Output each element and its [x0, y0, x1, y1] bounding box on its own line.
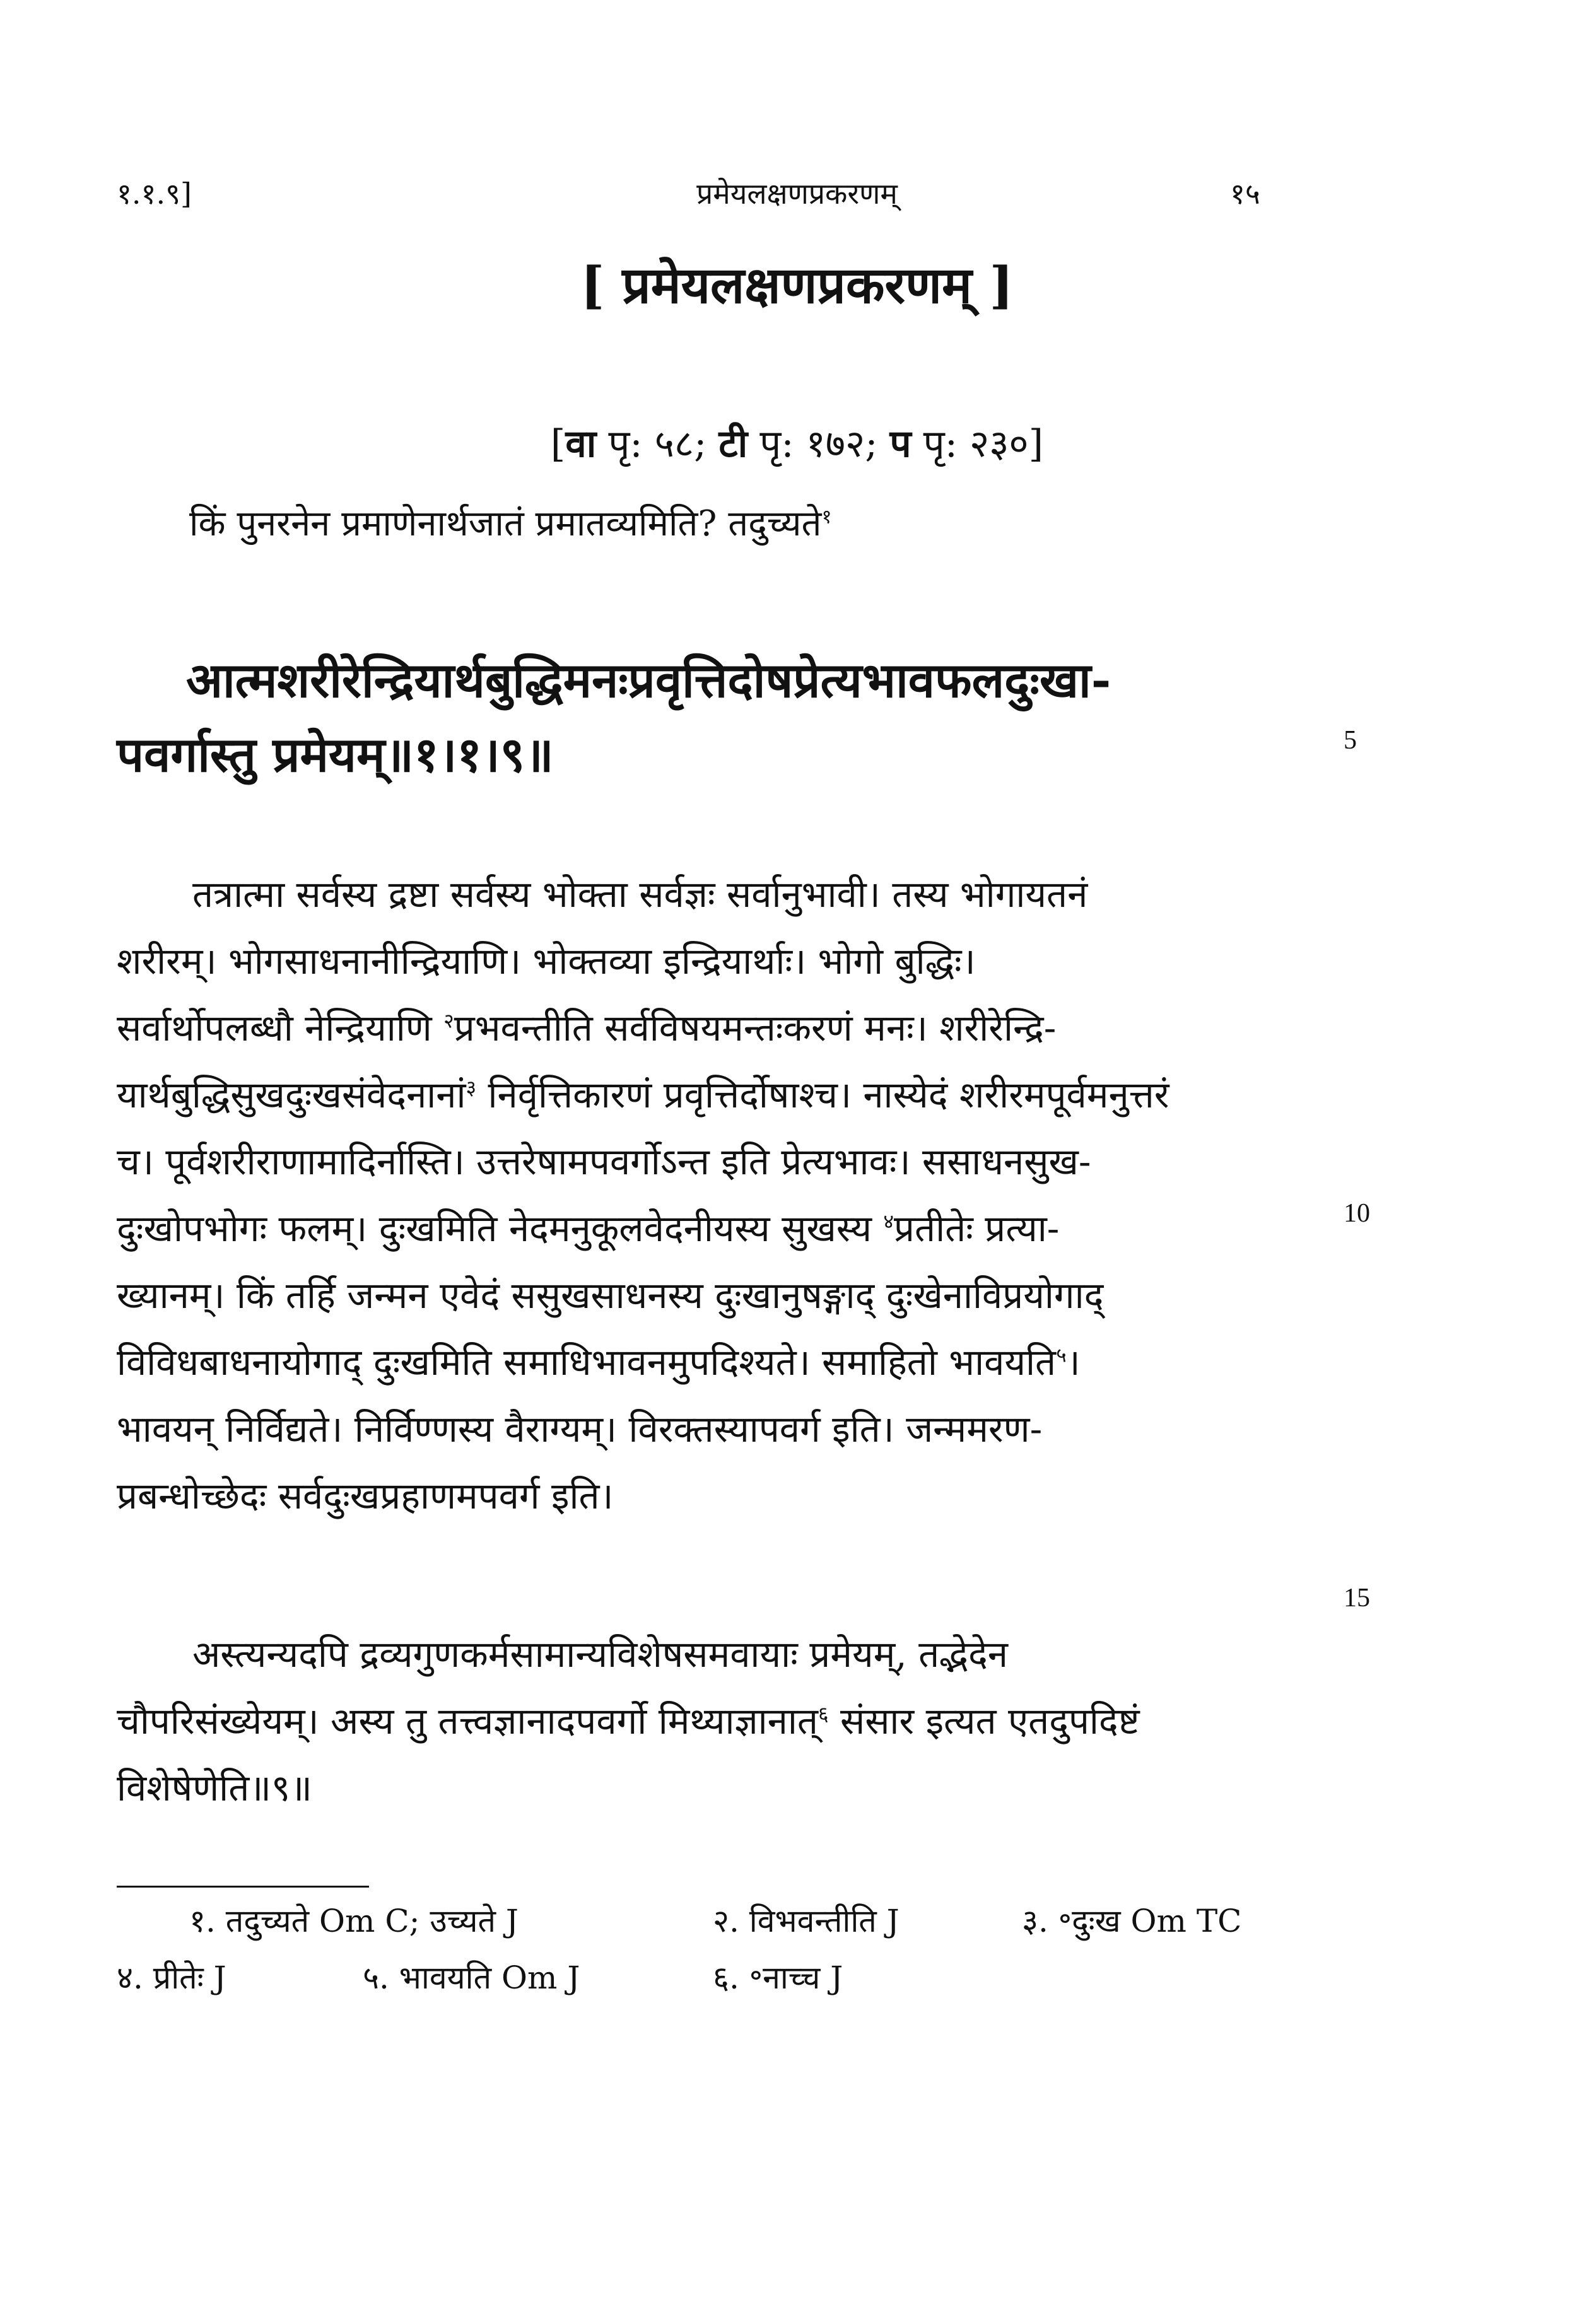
text-line: विशेषेणेति॥९॥ [117, 1766, 312, 1809]
text-line: यार्थबुद्धिसुखदुःखसंवेदनानां$^३$ निर्वृत्तिकारणं प्रवृत्तिर्दोषाश्च। नास्येदं शरीरमपूर्वमनुत्तरं [117, 1073, 1169, 1116]
ref-pa: प [889, 422, 911, 466]
footnote-mark: १ [821, 505, 832, 528]
text-line: ख्यानम्। किं तर्हि जन्मन एवेदं ससुखसाधनस्य दुःखानुषङ्गाद् दुःखेनाविप्रयोगाद् [117, 1274, 1104, 1317]
text-line: भावयन् निर्विद्यते। निर्विण्णस्य वैराग्यम्। विरक्तस्यापवर्ग इति। जन्ममरण- [117, 1408, 1043, 1451]
commentary-paragraph [117, 861, 1303, 1529]
text-line: दुःखोपभोगः फलम्। दुःखमिति नेदमनुकूलवेदनीयस्य सुखस्य $^४$प्रतीतेः प्रत्या- [117, 1207, 1060, 1250]
line-number: 15 [1344, 1584, 1370, 1613]
footnote-mark: ४ [883, 1209, 894, 1234]
sutra-line: पवर्गास्तु प्रमेयम्॥१।१।९॥ [117, 727, 554, 783]
intro-question: किं पुनरनेन प्रमाणेनार्थजातं प्रमातव्यमिति? तदुच्यते$^१$ [189, 503, 832, 544]
footnote-mark: ३ [466, 1075, 477, 1100]
section-title: [ प्रमेयलक्षणप्रकरणम् ] [580, 255, 1014, 315]
running-header-title: प्रमेयलक्षणप्रकरणम् [696, 177, 898, 211]
text-line: शरीरम्। भोगसाधनानीन्द्रियाणि। भोक्तव्या इन्द्रियार्थाः। भोगो बुद्धिः। [117, 940, 976, 983]
footnote: २. विभवन्तीति J [713, 1903, 900, 1939]
text-line: च। पूर्वशरीराणामादिर्नास्ति। उत्तरेषामपवर्गोऽन्त इति प्रेत्यभावः। ससाधनसुख- [117, 1140, 1091, 1183]
text-line: तत्रात्मा सर्वस्य द्रष्टा सर्वस्य भोक्ता सर्वज्ञः सर्वानुभावी। तस्य भोगायतनं [192, 873, 1088, 916]
footnote-mark: २ [443, 1008, 454, 1033]
ref-va: वा [565, 422, 597, 466]
footnote: ५. भावयति Om J [363, 1959, 580, 1996]
footnote: ६. ॰नाच्च J [713, 1959, 843, 1996]
footnote: ४. प्रीतेः J [117, 1959, 226, 1996]
ref-ti: टी [718, 422, 748, 466]
text-line: प्रबन्धोच्छेदः सर्वदुःखप्रहाणमपवर्ग इति। [117, 1474, 614, 1517]
edition-reference-line: [वा पृ: ५८; टी पृ: १७२; प पृ: २३०] [550, 422, 1044, 466]
text-line: विविधबाधनायोगाद् दुःखमिति समाधिभावनमुपदिश्यते। समाहितो भावयति$^५$। [117, 1341, 1081, 1384]
footnote: ३. ॰दुःख Om TC [1022, 1903, 1242, 1939]
commentary-paragraph [117, 1621, 1303, 1821]
line-number: 5 [1344, 726, 1357, 755]
footnote-separator [117, 1886, 369, 1888]
text-line: चौपरिसंख्येयम्। अस्य तु तत्त्वज्ञानादपवर्गो मिथ्याज्ञानात्$^६$ संसार इत्यत एतदुपदिष्टं [117, 1700, 1140, 1743]
footnote-mark: ६ [818, 1702, 829, 1726]
text-line: अस्त्यन्यदपि द्रव्यगुणकर्मसामान्यविशेषसमवायाः प्रमेयम्, तद्भेदेन [192, 1633, 1008, 1676]
footnote-mark: ५ [1056, 1343, 1067, 1367]
running-header-reference: १.१.९] [117, 177, 192, 211]
line-number: 10 [1344, 1199, 1370, 1228]
sutra-line: आत्मशरीरेन्द्रियार्थबुद्धिमनःप्रवृत्तिदोषप्रेत्यभावफलदुःखा- [186, 652, 1111, 708]
footnote: १. तदुच्यते Om C; उच्यते J [189, 1903, 519, 1939]
sutra-text [117, 643, 1296, 792]
page-number: १५ [1230, 177, 1260, 211]
text-line: सर्वार्थोपलब्धौ नेन्द्रियाणि $^२$प्रभवन्तीति सर्वविषयमन्तःकरणं मनः। शरीरेन्द्रि- [117, 1007, 1057, 1049]
